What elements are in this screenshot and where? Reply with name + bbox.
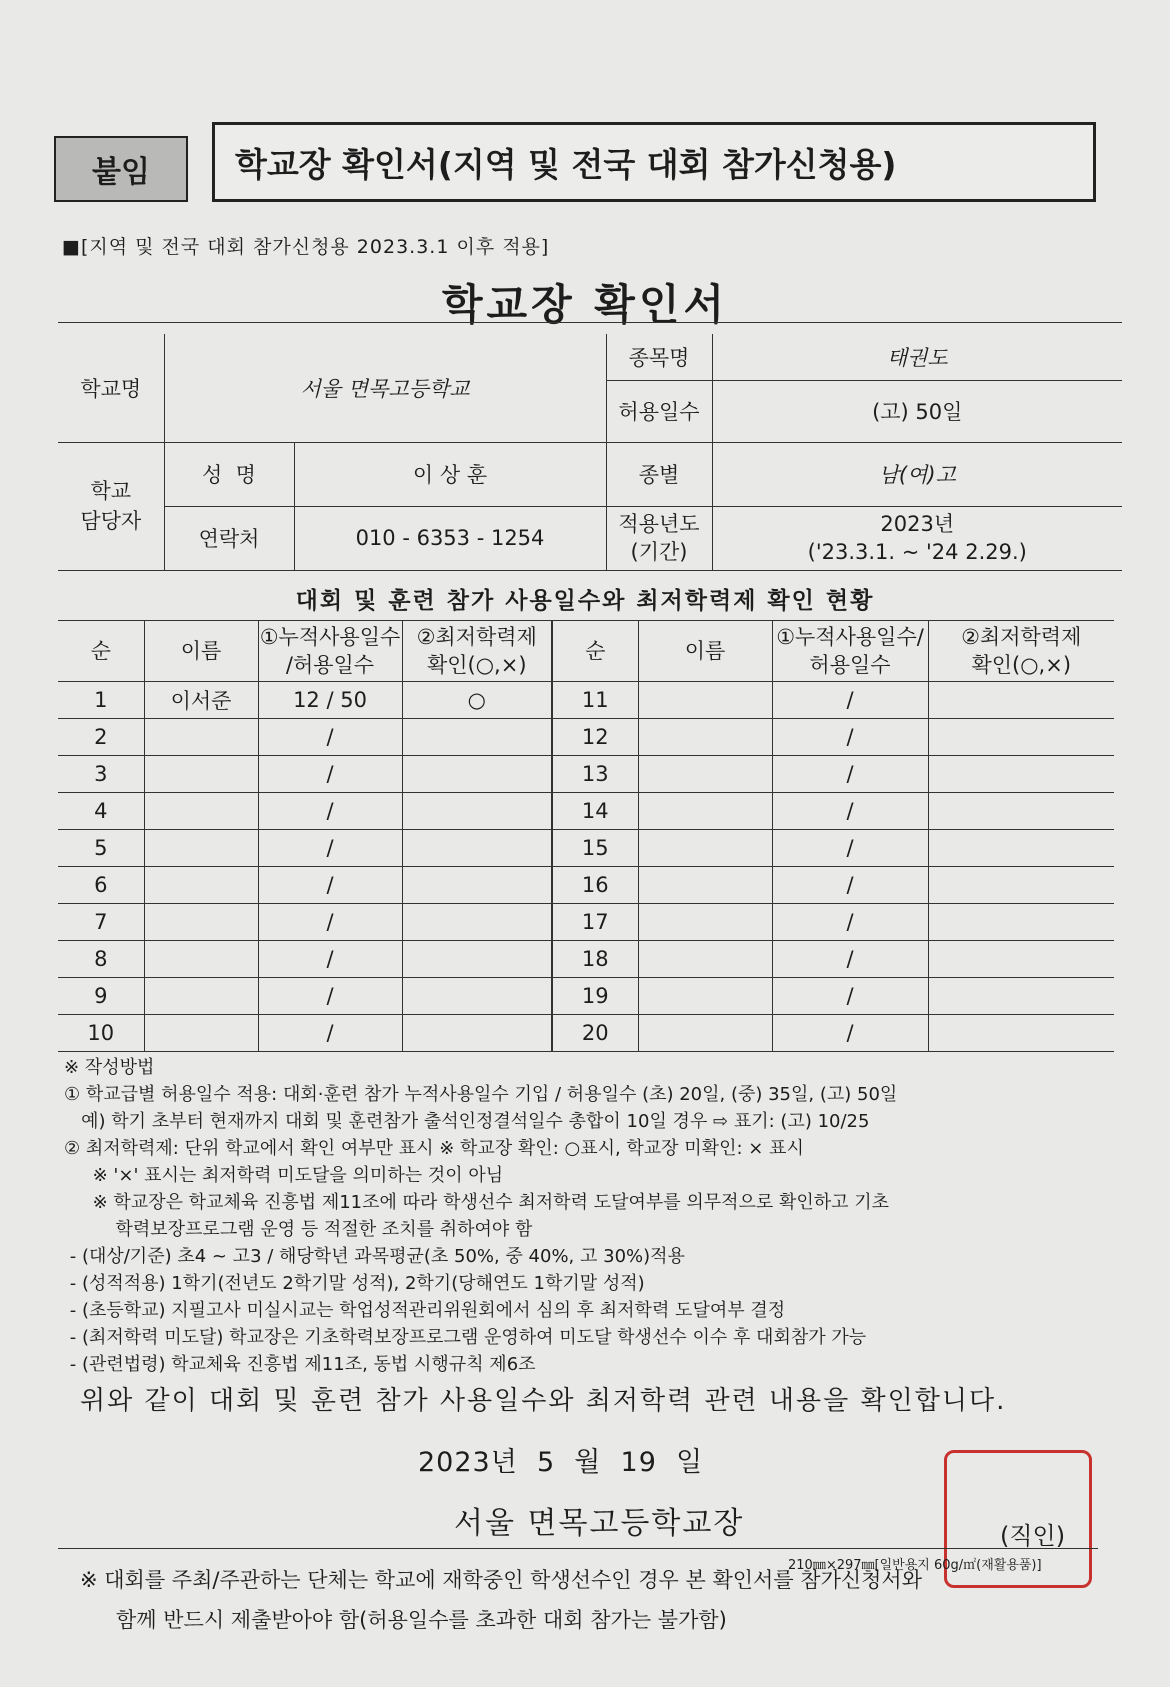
row-check: [402, 830, 552, 867]
row-days: /: [258, 756, 402, 793]
row-days: /: [772, 719, 928, 756]
row-name: [144, 904, 258, 941]
table-row: [58, 978, 1114, 1015]
row-check: [928, 867, 1114, 904]
row-name: [144, 793, 258, 830]
note-line: ① 학교급별 허용일수 적용: 대회·훈련 참가 누적사용일수 기입 / 허용일수 (초) 20일, (중) 35일, (고) 50일: [64, 1084, 898, 1105]
sport-label: 종목명: [606, 334, 712, 380]
signing-date: 2023년 5 월 19 일: [418, 1447, 704, 1478]
contact-value: 010 - 6353 - 1254: [294, 506, 606, 570]
sport-value: 태권도: [712, 334, 1122, 380]
table-row: [58, 830, 1114, 867]
header-name: 이름: [638, 621, 772, 682]
paper-spec: 210㎜×297㎜[일반용지 60g/㎡(재활용품)]: [788, 1558, 1042, 1573]
row-no: 14: [552, 793, 638, 830]
row-days: /: [772, 793, 928, 830]
row-check: [402, 756, 552, 793]
note-line: ② 최저학력제: 단위 학교에서 확인 여부만 표시 ※ 학교장 확인: ○표시, 학교장 미확인: × 표시: [64, 1138, 804, 1159]
row-check: [402, 978, 552, 1015]
row-no: 2: [58, 719, 144, 756]
header-no: 순: [58, 621, 144, 682]
row-check: [402, 867, 552, 904]
header-name: 이름: [144, 621, 258, 682]
table-row: [58, 904, 1114, 941]
note-line: ※ 학교장은 학교체육 진흥법 제11조에 따라 학생선수 최저학력 도달여부를 의무적으로 확인하고 기초: [64, 1192, 890, 1213]
confirmation-statement: 위와 같이 대회 및 훈련 참가 사용일수와 최저학력 관련 내용을 확인합니다.: [80, 1386, 1007, 1416]
row-no: 17: [552, 904, 638, 941]
row-no: 16: [552, 867, 638, 904]
row-name: [144, 1015, 258, 1052]
row-name: [638, 941, 772, 978]
row-name: [144, 830, 258, 867]
row-check: [402, 904, 552, 941]
row-days: /: [258, 830, 402, 867]
divider: [58, 322, 1122, 323]
page-title: 학교장 확인서: [441, 280, 729, 329]
row-name: [144, 719, 258, 756]
row-no: 8: [58, 941, 144, 978]
manager-label: 학교 담당자: [58, 442, 164, 570]
table-row: [58, 867, 1114, 904]
row-name: [638, 793, 772, 830]
school-label: 학교명: [58, 334, 164, 442]
row-name: [638, 830, 772, 867]
row-days: /: [258, 941, 402, 978]
instructions: [64, 1054, 1124, 1378]
row-days: /: [772, 756, 928, 793]
row-days: /: [258, 719, 402, 756]
row-days: /: [258, 904, 402, 941]
row-name: [638, 1015, 772, 1052]
row-name: [638, 978, 772, 1015]
row-days: /: [772, 978, 928, 1015]
row-no: 5: [58, 830, 144, 867]
footnote: [80, 1560, 1080, 1640]
roster-title: 대회 및 훈련 참가 사용일수와 최저학력제 확인 현황: [295, 588, 875, 614]
note-line: 학력보장프로그램 운영 등 적절한 조치를 취하여야 함: [64, 1219, 533, 1240]
seal-label: (직인): [1000, 1522, 1066, 1550]
header-days: ①누적사용일수/ 허용일수: [772, 621, 928, 682]
info-table: [58, 334, 1122, 571]
footnote-line: 함께 반드시 제출받아야 함(허용일수를 초과한 대회 참가는 불가함): [116, 1608, 727, 1632]
header-no: 순: [552, 621, 638, 682]
note-line: - (관련법령) 학교체육 진흥법 제11조, 동법 시행규칙 제6조: [64, 1354, 536, 1375]
row-check: [928, 682, 1114, 719]
row-name: [638, 719, 772, 756]
row-check: [928, 756, 1114, 793]
row-check: [928, 941, 1114, 978]
row-days: /: [772, 1015, 928, 1052]
name-value: 이 상 훈: [294, 442, 606, 506]
year-value: 2023년: [880, 512, 955, 536]
table-row: [58, 941, 1114, 978]
note-line: ※ 작성방법: [64, 1057, 155, 1078]
row-no: 3: [58, 756, 144, 793]
row-check: [928, 719, 1114, 756]
row-days: /: [772, 830, 928, 867]
note-line: - (최저학력 미도달) 학교장은 기초학력보장프로그램 운영하여 미도달 학생선수 이수 후 대회참가 가능: [64, 1327, 867, 1348]
allowed-days-label: 허용일수: [606, 380, 712, 442]
row-name: [144, 941, 258, 978]
form-title-banner: 학교장 확인서(지역 및 전국 대회 참가신청용): [212, 122, 1096, 202]
row-name: [144, 867, 258, 904]
row-days: /: [772, 904, 928, 941]
note-line: - (성적적용) 1학기(전년도 2학기말 성적), 2학기(당해연도 1학기말 성적): [64, 1273, 645, 1294]
year-label: 적용년도 (기간): [606, 506, 712, 570]
row-no: 20: [552, 1015, 638, 1052]
row-name: [638, 756, 772, 793]
table-row: [58, 719, 1114, 756]
period-value: ('23.3.1. ~ '24 2.29.): [807, 540, 1027, 564]
header-check: ②최저학력제 확인(○,×): [928, 621, 1114, 682]
divider: [58, 1548, 1098, 1549]
row-no: 13: [552, 756, 638, 793]
row-no: 10: [58, 1015, 144, 1052]
row-check: ○: [402, 682, 552, 719]
row-name: 이서준: [144, 682, 258, 719]
row-days: /: [772, 682, 928, 719]
row-name: [144, 978, 258, 1015]
principal-signature: 서울 면목고등학교장: [454, 1506, 745, 1541]
row-days: /: [258, 793, 402, 830]
row-check: [928, 978, 1114, 1015]
row-days: /: [258, 978, 402, 1015]
row-no: 4: [58, 793, 144, 830]
attachment-label: 붙임: [54, 136, 188, 202]
row-days: /: [258, 867, 402, 904]
contact-label: 연락처: [164, 506, 294, 570]
roster-table: [58, 620, 1114, 1052]
name-label: 성 명: [164, 442, 294, 506]
row-no: 19: [552, 978, 638, 1015]
row-check: [402, 719, 552, 756]
row-days: /: [772, 867, 928, 904]
row-check: [928, 830, 1114, 867]
applicability-note: ■[지역 및 전국 대회 참가신청용 2023.3.1 이후 적용]: [62, 236, 550, 258]
row-no: 18: [552, 941, 638, 978]
note-line: - (초등학교) 지필고사 미실시교는 학업성적관리위원회에서 심의 후 최저학력 도달여부 결정: [64, 1300, 786, 1321]
row-no: 12: [552, 719, 638, 756]
header-check: ②최저학력제 확인(○,×): [402, 621, 552, 682]
row-check: [402, 1015, 552, 1052]
row-no: 15: [552, 830, 638, 867]
row-no: 6: [58, 867, 144, 904]
row-no: 9: [58, 978, 144, 1015]
row-no: 11: [552, 682, 638, 719]
row-name: [144, 756, 258, 793]
row-name: [638, 682, 772, 719]
row-name: [638, 904, 772, 941]
table-row: [58, 793, 1114, 830]
gender-label: 종별: [606, 442, 712, 506]
row-check: [402, 793, 552, 830]
row-check: [928, 1015, 1114, 1052]
school-value: 서울 면목고등학교: [164, 334, 606, 442]
note-line: 예) 학기 초부터 현재까지 대회 및 훈련참가 출석인정결석일수 총합이 10일 경우 ⇨ 표기: (고) 10/25: [64, 1111, 870, 1132]
row-days: /: [258, 1015, 402, 1052]
note-line: - (대상/기준) 초4 ~ 고3 / 해당학년 과목평균(초 50%, 중 40%, 고 30%)적용: [64, 1246, 685, 1267]
row-check: [928, 793, 1114, 830]
gender-value: 남(여)고: [712, 442, 1122, 506]
table-row: [58, 756, 1114, 793]
allowed-days-value: (고) 50일: [712, 380, 1122, 442]
row-check: [928, 904, 1114, 941]
row-days: 12 / 50: [258, 682, 402, 719]
row-no: 7: [58, 904, 144, 941]
note-line: ※ '×' 표시는 최저학력 미도달을 의미하는 것이 아님: [64, 1165, 504, 1186]
row-name: [638, 867, 772, 904]
row-days: /: [772, 941, 928, 978]
footnote-line: ※ 대회를 주최/주관하는 단체는 학교에 재학중인 학생선수인 경우 본 확인서를 참가신청서와: [80, 1568, 923, 1592]
table-row: [58, 682, 1114, 719]
row-no: 1: [58, 682, 144, 719]
header-days: ①누적사용일수 /허용일수: [258, 621, 402, 682]
table-row: [58, 1015, 1114, 1052]
row-check: [402, 941, 552, 978]
